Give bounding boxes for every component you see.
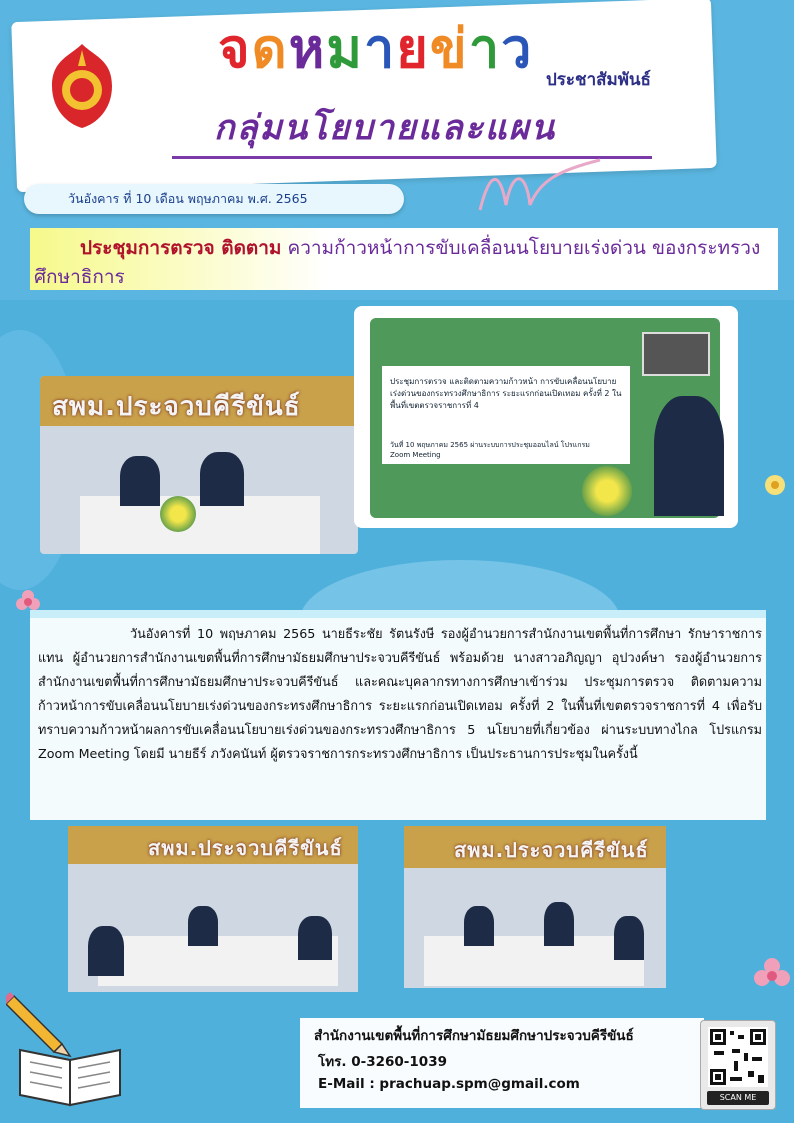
person <box>88 926 124 976</box>
flower-decor <box>160 496 196 532</box>
title-letter: จ <box>218 17 252 80</box>
article-body <box>38 622 762 766</box>
pr-label: ประชาสัมพันธ์ <box>546 70 651 90</box>
slide-subtext: วันที่ 10 พฤษภาคม 2565 ผ่านระบบการประชุมออนไลน์ โปรแกรม Zoom Meeting <box>390 441 590 459</box>
title-letter: า <box>468 17 502 80</box>
person <box>298 916 332 960</box>
title-letter: ย <box>396 17 430 80</box>
qr-code-icon <box>708 1027 768 1087</box>
newsletter-title <box>218 17 534 80</box>
headline <box>34 234 774 292</box>
office-name: สำนักงานเขตพื้นที่การศึกษามัธยมศึกษาประจวบคีรีขันธ์ <box>314 1028 634 1044</box>
presenter <box>654 396 724 516</box>
person <box>188 906 218 946</box>
photo-banner <box>68 826 358 864</box>
meeting-photo-3 <box>404 826 666 988</box>
title-letter: า <box>363 17 397 80</box>
title-letter: ข่ <box>429 17 469 80</box>
headline-rest: ความก้าวหน้าการขับเคลื่อนนโยบายเร่งด่วน ของกระทรวงศึกษาธิการ <box>34 237 761 288</box>
photo-banner-text: สพม.ประจวบคีรีขันธ์ <box>454 838 649 862</box>
date-bar: วันอังคาร ที่ 10 เดือน พฤษภาคม พ.ศ. 2565 <box>24 184 404 214</box>
headline-bold: ประชุมการตรวจ ติดตาม <box>80 237 282 259</box>
phone-number[interactable]: โทร. 0-3260-1039 <box>318 1054 447 1070</box>
flower-icon <box>14 588 42 616</box>
person <box>464 906 494 946</box>
photo-banner-text: สพม.ประจวบคีรีขันธ์ <box>52 392 301 422</box>
flower-icon <box>752 956 792 996</box>
slide-heading: ประชุมการตรวจ และติดตามความก้าวหน้า การขับเคลื่อนนโยบายเร่งด่วนของกระทรวงศึกษาธิการ ระยะแรกก่อนเปิดเทอม ครั้งที่ 2 ในพื้นที่เขตตรวจราชการที่ 4 <box>390 377 622 410</box>
qr-code[interactable] <box>700 1020 776 1110</box>
department-title: กลุ่มนโยบายและแผน <box>214 108 556 148</box>
person <box>120 456 160 506</box>
flower-icon <box>760 470 790 500</box>
title-letter: ม <box>326 17 364 80</box>
flower-decor <box>582 466 632 516</box>
zoom-meeting-photo <box>354 306 738 528</box>
decorative-scribble <box>470 150 610 230</box>
person <box>614 916 644 960</box>
qr-scan-label: SCAN ME <box>707 1091 769 1105</box>
meeting-photo-1 <box>40 376 358 554</box>
ministry-seal-icon <box>46 42 118 130</box>
title-letter: ว <box>501 17 534 80</box>
title-letter: ด <box>251 17 289 80</box>
zoom-video-thumbnail <box>642 332 710 376</box>
email-address[interactable]: E-Mail : prachuap.spm@gmail.com <box>318 1076 580 1092</box>
meeting-photo-2 <box>68 826 358 992</box>
pencil-icon <box>6 990 76 1060</box>
person <box>544 902 574 946</box>
photo-banner <box>404 826 666 868</box>
article-text: วันอังคารที่ 10 พฤษภาคม 2565 นายธีระชัย รัตนรังษี รองผู้อำนวยการสำนักงานเขตพื้นที่การศึกษา รักษาราชการแทน ผู้อำนวยการสำนักงานเขตพื้นที่การศึกษามัธยมศึกษาประจวบคีรีขันธ์ พร้อมด้วย นางสาวอภิญญา อุปวงค์ษา รองผู้อำนวยการสำนักงานเขตพื้นที่การศึกษามัธยมศึกษาประจวบคีรีขันธ์ และคณะบุคลากรทางการศึกษาเข้าร่วม ประชุมการตรวจ ติดตามความก้าวหน้าการขับเคลื่อนนโยบายเร่งด่วนของกระทรงศึกษาธิการ ระยะแรกก่อนเปิดเทอม ครั้งที่ 2 ในพื้นที่เขตตรวจราชการที่ 4 เพื่อรับทราบความก้าวหน้าผลการขับเคลื่อนนโยบายเร่งด่วนของกระทรวงศึกษาธิการ 5 นโยบายที่เกี่ยวข้อง ผ่านระบบทางไกล โปรแกรม Zoom Meeting โดยมี นายธีร์ ภวังคนันท์ ผู้ตรวจราชการกระทรวงศึกษาธิการ เป็นประธานการประชุมในครั้งนี้ <box>38 626 762 761</box>
photo-banner <box>40 376 358 426</box>
meeting-table <box>424 936 644 986</box>
photo-banner-text: สพม.ประจวบคีรีขันธ์ <box>148 836 343 860</box>
title-letter: ห <box>288 17 327 80</box>
person <box>200 452 244 506</box>
